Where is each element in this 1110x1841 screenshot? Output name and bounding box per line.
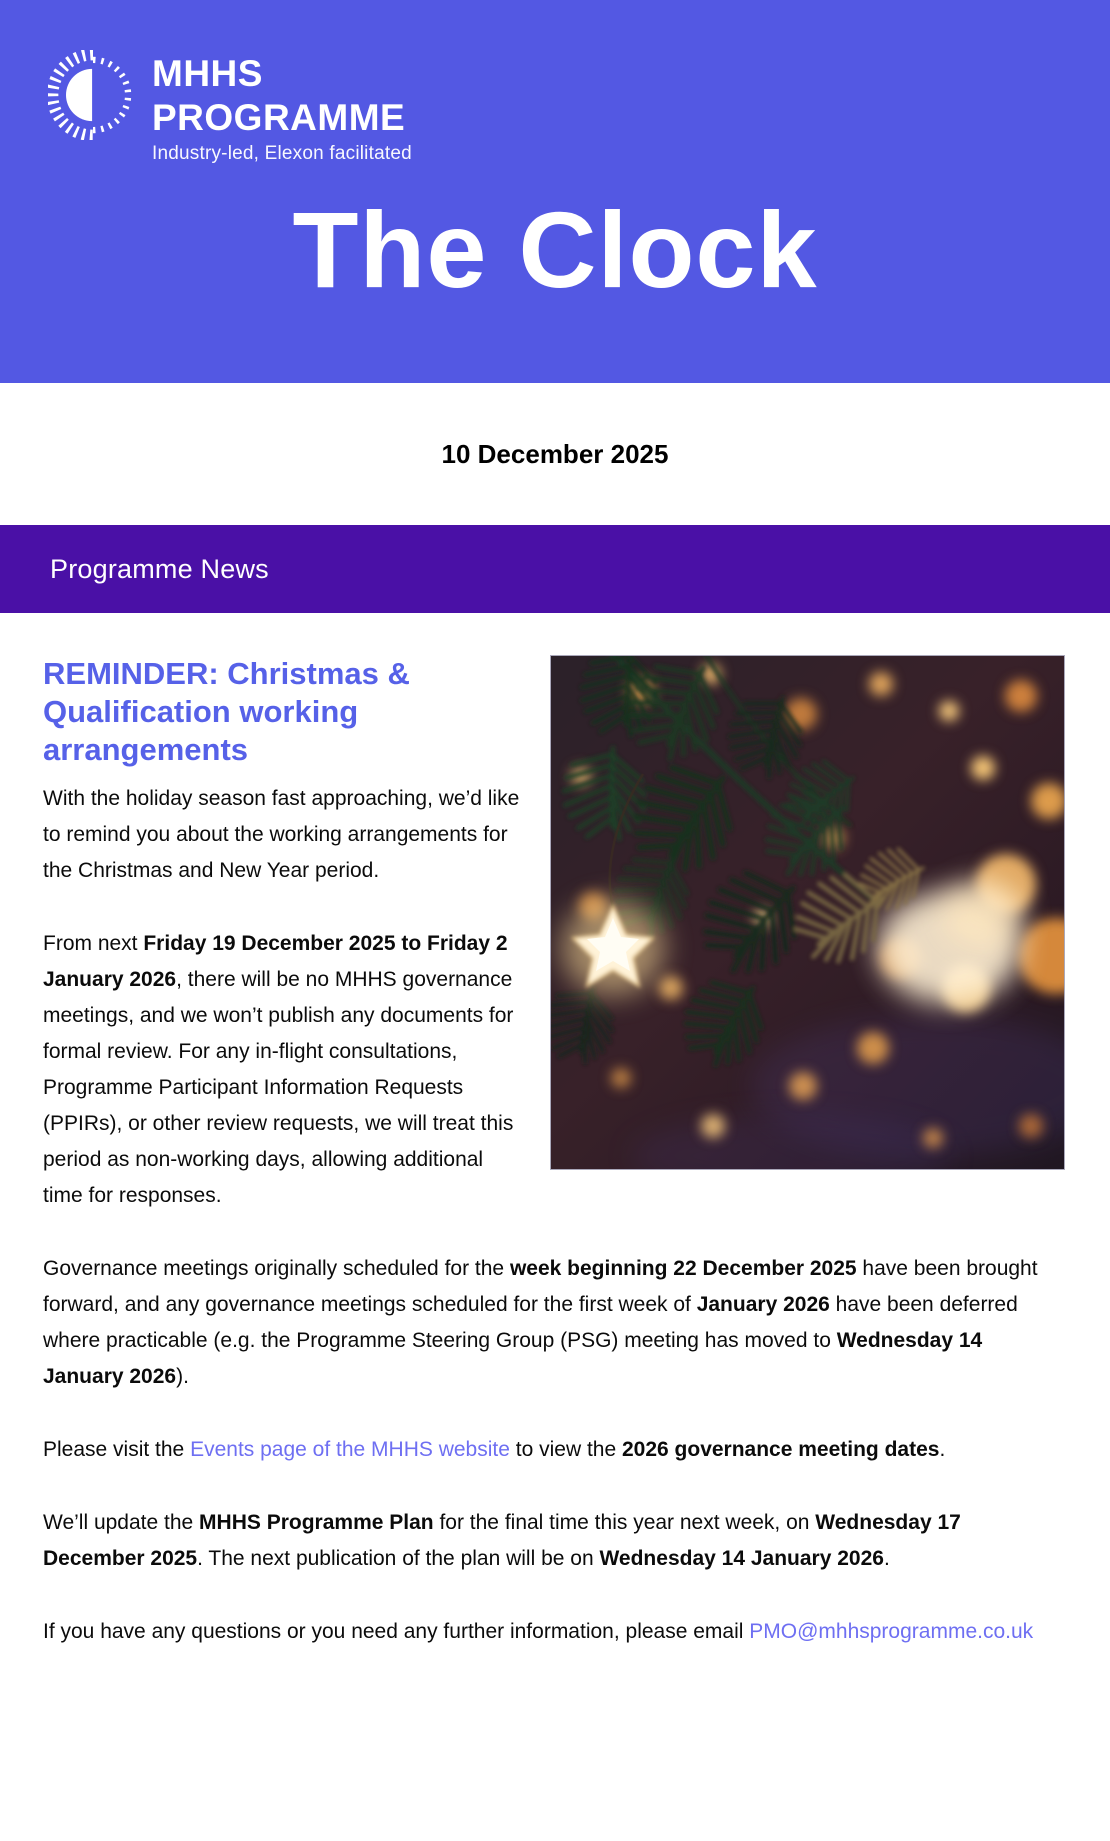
- section-bar-programme-news: [0, 525, 1110, 613]
- text-run: to view the: [509, 1438, 622, 1461]
- newsletter-title: The Clock: [292, 189, 818, 310]
- article-programme-news: [0, 613, 1110, 1680]
- mhhs-logo[interactable]: [48, 48, 1110, 165]
- text-run: Please visit the: [43, 1438, 191, 1461]
- photo-illustration: [551, 656, 1065, 1170]
- text-run: have been brought forward, and any governance meetings scheduled for the first week of: [43, 1257, 1038, 1316]
- text-run: .: [939, 1438, 946, 1461]
- bold-text-run: Wednesday 14 January 2026: [599, 1547, 884, 1570]
- half-clock-sunburst-icon: [48, 50, 138, 140]
- text-run: , there will be no MHHS governance meetings, and we won’t publish any documents for formal review. For any in-flight consultations, Programme Participant Information Requests (PPIRs), or other review requests, we will treat this period as non-working days, allowing additional time for responses.: [43, 968, 514, 1207]
- section-bar-label: Programme News: [50, 553, 269, 584]
- bold-text-run: Wednesday 14 January 2026: [43, 1329, 983, 1388]
- text-run: ).: [176, 1365, 189, 1388]
- text-run: If you have any questions or you need any further information, please email: [43, 1620, 750, 1643]
- logo-tagline: Industry-led, Elexon facilitated: [152, 143, 412, 164]
- newsletter-header: [0, 0, 1110, 383]
- article-heading: REMINDER: Christmas & Qualification working arrangements: [43, 656, 410, 767]
- logo-line1: MHHS: [152, 53, 263, 94]
- issue-date: 10 December 2025: [441, 438, 669, 469]
- christmas-lights-photo: [550, 655, 1065, 1170]
- inline-link[interactable]: Events page of the MHHS website: [190, 1438, 510, 1461]
- paragraph: [43, 1614, 1065, 1650]
- text-run: .: [883, 1547, 890, 1570]
- text-run: . The next publication of the plan will be on: [197, 1547, 600, 1570]
- paragraph: [43, 1251, 1065, 1395]
- paragraph: [43, 1505, 1065, 1577]
- bold-text-run: 2026 governance meeting dates: [621, 1438, 940, 1461]
- inline-link[interactable]: PMO@mhhsprogramme.co.uk: [749, 1620, 1034, 1643]
- text-run: From next: [43, 932, 144, 955]
- text-run: With the holiday season fast approaching, we’d like to remind you about the working arrangements for the Christmas and New Year period.: [43, 787, 520, 882]
- bold-text-run: Friday 19 December 2025 to Friday 2 January 2026: [43, 932, 508, 991]
- text-run: Governance meetings originally scheduled for the: [43, 1257, 510, 1280]
- paragraph: [43, 1432, 1065, 1468]
- bold-text-run: Wednesday 17 December 2025: [43, 1511, 961, 1570]
- text-run: for the final time this year next week, on: [433, 1511, 816, 1534]
- date-band: [0, 383, 1110, 525]
- bold-text-run: week beginning 22 December 2025: [509, 1257, 857, 1280]
- bold-text-run: January 2026: [696, 1293, 830, 1316]
- text-run: have been deferred where practicable (e.g. the Programme Steering Group (PSG) meeting has moved to: [43, 1293, 1018, 1352]
- bold-text-run: MHHS Programme Plan: [199, 1511, 434, 1534]
- logo-text: [152, 48, 412, 165]
- logo-line2: PROGRAMME: [152, 97, 406, 138]
- text-run: We’ll update the: [43, 1511, 200, 1534]
